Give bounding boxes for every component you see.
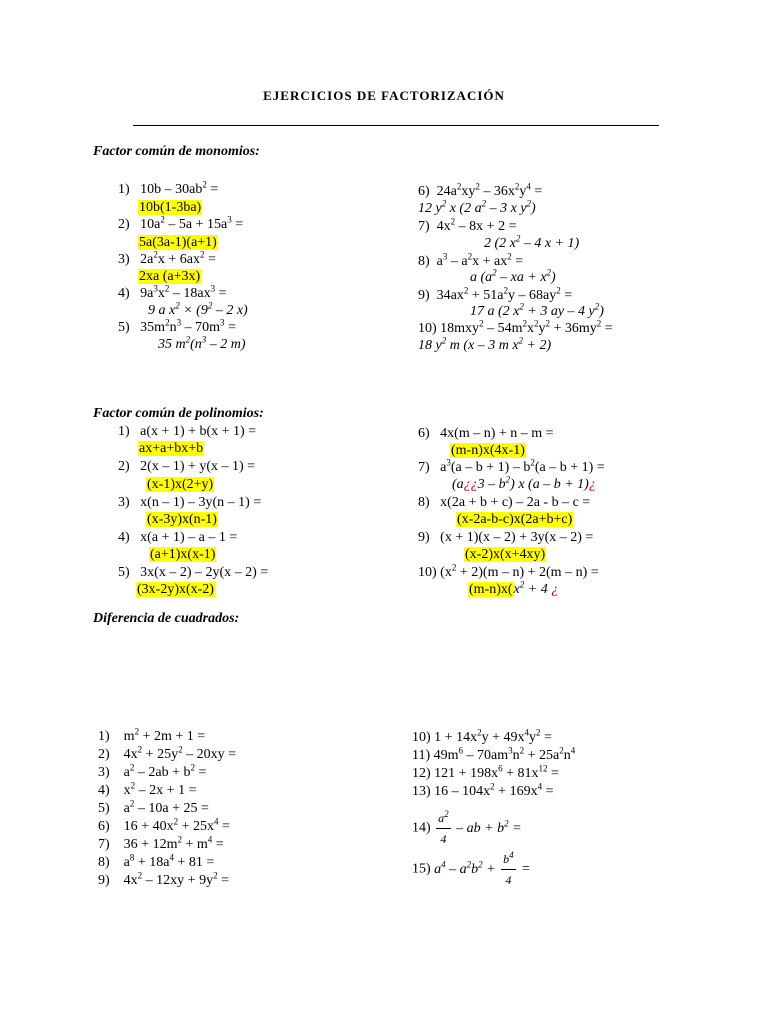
answer-poly-5: (3x-2y)x(x-2) bbox=[137, 582, 214, 597]
exercise-diff-11: 11) $49m^6 - 70am^3n^2 + 25a^2n^4$ bbox=[412, 745, 576, 763]
exercise-poly-7: 7) $a^3(a - b + 1) - b^2(a - b + 1)$ = bbox=[418, 457, 605, 475]
exercise-mono-4: 4) $9a^3x^2 - 18ax^3$ = bbox=[118, 283, 227, 301]
answer-mono-1: 10b(1-3ba) bbox=[139, 200, 202, 215]
answer-poly-2: (x-1)x(2+y) bbox=[147, 477, 214, 492]
exercise-mono-6: 6) $24a^2xy^2 - 36x^2y^4$ = bbox=[418, 181, 543, 199]
exercise-diff-7: 7) $36 + 12m^2 + m^4$ = bbox=[98, 834, 224, 852]
answer-mono-2: 5a(3a-1)(a+1) bbox=[139, 235, 217, 250]
section-diferencia-title: Diferencia de cuadrados: bbox=[93, 611, 240, 626]
answer-poly-3: (x-3y)x(n-1) bbox=[147, 512, 217, 527]
exercise-poly-4: 4) x(a + 1) – a – 1 = bbox=[118, 530, 238, 545]
exercise-diff-4: 4) $x^2 - 2x + 1$ = bbox=[98, 780, 197, 798]
page-title: EJERCICIOS DE FACTORIZACIÓN bbox=[263, 88, 505, 103]
exercise-poly-6: 6) 4x(m – n) + n – m = bbox=[418, 426, 554, 441]
answer-poly-4: (a+1)x(x-1) bbox=[150, 547, 216, 562]
exercise-poly-8: 8) x(2a + b + c) – 2a - b – c = bbox=[418, 495, 591, 510]
exercise-mono-8: 8) $a^3 - a^2x + ax^2$ = bbox=[418, 251, 524, 269]
answer-mono-9: 17 a (2 $x^2 + 3$ ay – 4 $y^2$) bbox=[470, 301, 604, 319]
exercise-diff-15: 15) $a^4 - a^2b^2$ + $\frac{b^4}{4}$ = bbox=[412, 850, 531, 887]
answer-poly-9: (x-2)x(x+4xy) bbox=[465, 547, 546, 562]
section-monomios-title: Factor común de monomios: bbox=[93, 144, 260, 159]
answer-poly-6: (m-n)x(4x-1) bbox=[451, 443, 525, 458]
answer-mono-8: a ($a^2$ – xa + $x^2$) bbox=[470, 267, 556, 285]
exercise-diff-14: 14) $\frac{a^2}{4}$ – ab + $b^2$ = bbox=[412, 809, 522, 846]
answer-poly-1: ax+a+bx+b bbox=[139, 441, 204, 456]
exercise-diff-12: 12) $121 + 198x^6 + 81x^{12}$ = bbox=[412, 763, 559, 781]
exercise-mono-10: 10) $18mxy^2 - 54m^2x^2y^2 + 36my^2$ = bbox=[418, 318, 613, 336]
exercise-mono-2: 2) $10a^2 - 5a + 15a^3$ = bbox=[118, 214, 244, 232]
exercise-poly-2: 2) 2(x – 1) + y(x – 1) = bbox=[118, 459, 256, 474]
exercise-diff-3: 3) $a^2 - 2ab + b^2$ = bbox=[98, 762, 207, 780]
exercise-mono-5: 5) $35m^2n^3 - 70m^3$ = bbox=[118, 317, 236, 335]
answer-mono-5: 35 $m^2(n^3 - 2$ m) bbox=[158, 334, 246, 352]
exercise-diff-9: 9) $4x^2 - 12xy + 9y^2$ = bbox=[98, 870, 229, 888]
title-divider bbox=[133, 125, 659, 126]
answer-poly-10: $(m-n)x(x^2 + 4$ ¿ bbox=[469, 579, 559, 597]
exercise-poly-9: 9) (x + 1)(x – 2) + 3y(x – 2) = bbox=[418, 530, 594, 545]
answer-mono-4: 9 a $x^2 \times (9^2 - 2$ x) bbox=[148, 300, 248, 318]
answer-poly-7: (a¿¿3 – $b^2$) x (a – b + 1)¿ bbox=[452, 474, 596, 492]
exercise-poly-10: 10) $(x^2 + 2)(m - n) + 2(m - n)$ = bbox=[418, 562, 599, 580]
answer-mono-3: 2xa (a+3x) bbox=[139, 269, 201, 284]
exercise-diff-1: 1) $m^2 + 2m + 1$ = bbox=[98, 726, 206, 744]
exercise-mono-7: 7) $4x^2 - 8x + 2$ = bbox=[418, 216, 517, 234]
exercise-diff-8: 8) $a^8 + 18a^4 + 81$ = bbox=[98, 852, 215, 870]
exercise-diff-5: 5) $a^2 - 10a + 25$ = bbox=[98, 798, 209, 816]
answer-mono-10: 18 $y^2$ m (x – 3 m $x^2 + 2$) bbox=[418, 335, 552, 353]
exercise-diff-2: 2) $4x^2 + 25y^2 - 20xy$ = bbox=[98, 744, 236, 762]
exercise-diff-10: 10) $1 + 14x^2y + 49x^4y^2$ = bbox=[412, 727, 552, 745]
exercise-poly-3: 3) x(n – 1) – 3y(n – 1) = bbox=[118, 495, 262, 510]
exercise-poly-1: 1) a(x + 1) + b(x + 1) = bbox=[118, 424, 257, 439]
answer-poly-8: (x-2a-b-c)x(2a+b+c) bbox=[457, 512, 573, 527]
exercise-mono-3: 3) $2a^2x + 6ax^2$ = bbox=[118, 249, 216, 267]
answer-mono-6: 12 $y^2$ x (2 $a^2 - 3$ x $y^2$) bbox=[418, 198, 536, 216]
exercise-diff-13: 13) $16 - 104x^2 + 169x^4$ = bbox=[412, 781, 554, 799]
section-polinomios-title: Factor común de polinomios: bbox=[93, 406, 264, 421]
exercise-diff-6: 6) $16 + 40x^2 + 25x^4$ = bbox=[98, 816, 230, 834]
exercise-mono-1: 1) $10b - 30ab^2$ = bbox=[118, 179, 219, 197]
answer-mono-7: 2 (2 $x^2 - 4$ x + 1) bbox=[484, 233, 580, 251]
exercise-poly-5: 5) 3x(x – 2) – 2y(x – 2) = bbox=[118, 565, 269, 580]
exercise-mono-9: 9) $34ax^2 + 51a^2y - 68ay^2$ = bbox=[418, 285, 573, 303]
